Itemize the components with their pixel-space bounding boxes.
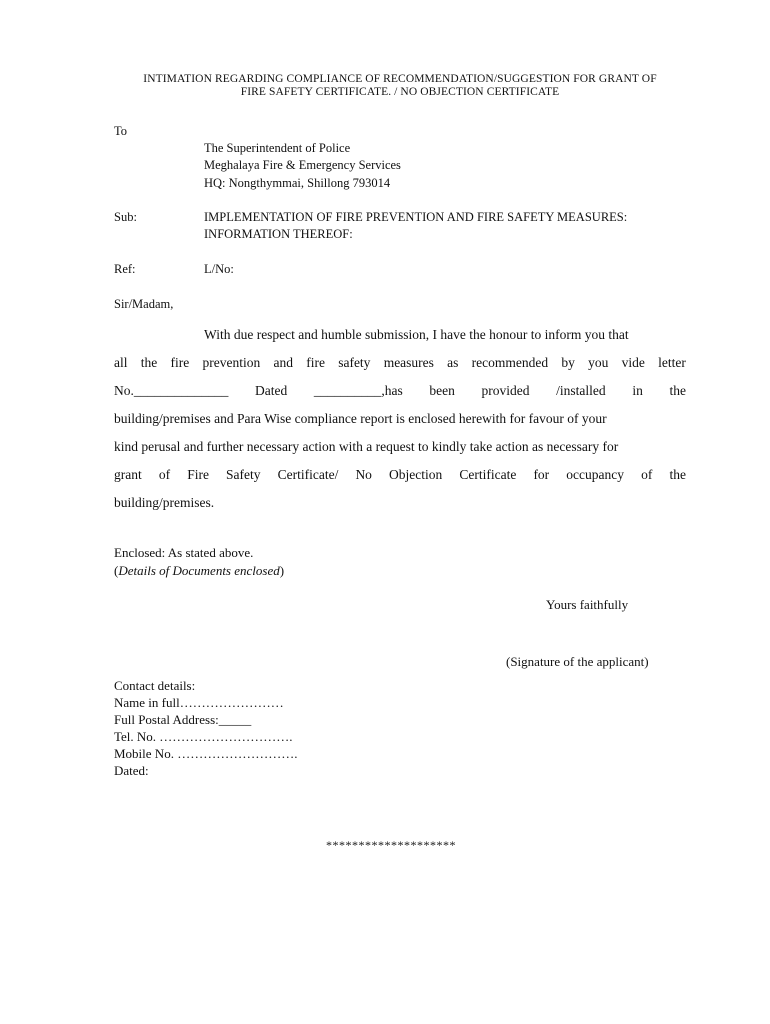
addressee-line-1: The Superintendent of Police	[204, 141, 351, 155]
body-line-3	[114, 383, 686, 399]
contact-mobile: Mobile No. ……………………….	[114, 746, 298, 761]
body-word: No	[355, 467, 372, 482]
body-word: fire	[306, 355, 325, 370]
body-word: provided	[481, 383, 530, 398]
subject-label: Sub:	[114, 210, 137, 224]
body-word: been	[429, 383, 455, 398]
document-title-line-2: FIRE SAFETY CERTIFICATE. / NO OBJECTION CERTIFICATE	[240, 86, 560, 98]
body-line-1: With due respect and humble submission, I have the honour to inform you that	[204, 327, 629, 342]
body-line-5: kind perusal and further necessary action with a request to kindly take action as necessary for	[114, 439, 619, 454]
enclosed-details	[114, 563, 284, 578]
contact-name: Name in full……………………	[114, 695, 284, 710]
body-word: the	[669, 383, 686, 398]
signature-line: (Signature of the applicant)	[506, 654, 649, 669]
body-word: you	[588, 355, 609, 370]
addressee-line-3: HQ: Nongthymmai, Shillong 793014	[204, 176, 391, 190]
body-word: Certificate/	[277, 467, 339, 482]
body-word: letter	[658, 355, 686, 370]
enclosed-details-text: Details of Documents enclosed	[118, 563, 280, 578]
body-word: measures	[383, 355, 434, 370]
body-word: safety	[338, 355, 371, 370]
body-word: __________,has	[313, 383, 403, 398]
reference-value: L/No:	[204, 262, 234, 276]
body-word: in	[632, 383, 643, 398]
body-word: recommended	[471, 355, 549, 370]
body-word: vide	[621, 355, 645, 370]
body-line-6	[114, 467, 686, 483]
footer-stars: ********************	[326, 838, 456, 852]
subject-line-1: IMPLEMENTATION OF FIRE PREVENTION AND FIRE SAFETY MEASURES:	[204, 210, 628, 224]
body-word: and	[273, 355, 293, 370]
body-word: of	[641, 467, 653, 482]
body-word: for	[533, 467, 550, 482]
body-word: /installed	[556, 383, 606, 398]
contact-tel: Tel. No. ………………………….	[114, 729, 293, 744]
body-word: the	[140, 355, 158, 370]
body-word: Dated	[255, 383, 288, 398]
contact-heading: Contact details:	[114, 678, 196, 693]
body-word: No.______________	[114, 383, 229, 398]
body-word: as	[447, 355, 459, 370]
body-word: Fire	[187, 467, 209, 482]
contact-address: Full Postal Address:_____	[114, 712, 252, 727]
body-word: Safety	[226, 467, 261, 482]
body-line-7: building/premises.	[114, 495, 215, 510]
body-word: Objection	[389, 467, 443, 482]
contact-dated: Dated:	[114, 763, 149, 778]
document-title-line-1: INTIMATION REGARDING COMPLIANCE OF RECOMMENDATION/SUGGESTION FOR GRANT OF	[143, 73, 657, 85]
body-word: fire	[170, 355, 190, 370]
salutation: Sir/Madam,	[114, 297, 174, 311]
yours-faithfully: Yours faithfully	[546, 597, 629, 612]
body-word: the	[669, 467, 686, 482]
reference-label: Ref:	[114, 262, 136, 276]
body-word: Certificate	[459, 467, 517, 482]
body-word: prevention	[202, 355, 261, 370]
addressee-line-2: Meghalaya Fire & Emergency Services	[204, 158, 401, 172]
to-label: To	[114, 124, 128, 138]
body-word: grant	[114, 467, 142, 482]
body-word: occupancy	[566, 467, 624, 482]
open-paren: (	[114, 563, 119, 578]
body-word: all	[114, 355, 128, 370]
enclosed-line: Enclosed: As stated above.	[114, 545, 254, 560]
body-word: by	[561, 355, 575, 370]
close-paren: )	[279, 563, 285, 578]
body-word: of	[158, 467, 171, 482]
body-line-2	[114, 355, 686, 371]
subject-line-2: INFORMATION THEREOF:	[204, 227, 353, 241]
body-line-4: building/premises and Para Wise compliance report is enclosed herewith for favour of your	[114, 411, 607, 426]
